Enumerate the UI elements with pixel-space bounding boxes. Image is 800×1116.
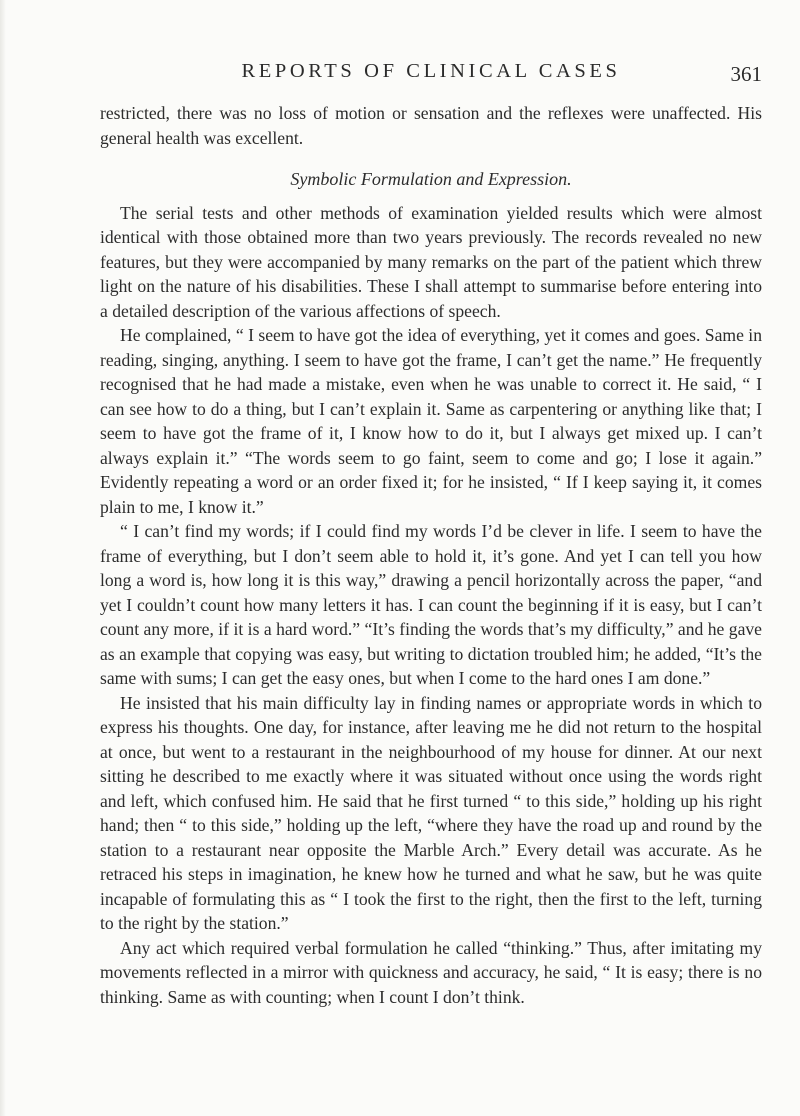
body-text xyxy=(100,101,762,1009)
paragraph: Any act which required verbal formulation he called “thinking.” Thus, after imitating my movements reflected in a mirror with quickness and accuracy, he said, “ It is easy; there is no thinking. Same as with counting; when I count I don’t think. xyxy=(100,937,762,1007)
paragraph-continued: restricted, there was no loss of motion or sensation and the reflexes were unaffected. His general health was excellent. xyxy=(100,103,762,148)
page-number: 361 xyxy=(730,62,762,86)
paragraph: “ I can’t find my words; if I could find my words I’d be clever in life. I seem to have the frame of everything, but I don’t seem able to hold it, it’s gone. And yet I can tell you how long a word is, how long it is this way,” drawing a pencil horizontally across the paper, “and yet I couldn’t count how many letters it has. I can count the beginning if it is easy, but I can’t count any more, if it is a hard word.” “It’s finding the words that’s my difficulty,” and he gave as an example that copying was easy, but writing to dictation troubled him; he added, “It’s the same with sums; I can get the easy ones, but when I come to the hard ones I am done.” xyxy=(100,521,762,688)
paragraph: He complained, “ I seem to have got the idea of everything, yet it comes and goes. Same in reading, singing, anything. I seem to have got the frame, I can’t get the name.” He frequently recognised that he had made a mistake, even when he was unable to correct it. He said, “ I can see how to do a thing, but I can’t explain it. Same as carpentering or anything like that; I seem to have got the frame of it, I know how to do it, but I always get mixed up. I can’t always explain it.” “The words seem to go faint, seem to come and go; I lose it again.” Evidently repeating a word or an order fixed it; for he insisted, “ If I keep saying it, it comes plain to me, I know it.” xyxy=(100,325,762,517)
page-edge-shadow xyxy=(0,0,6,1116)
running-head-title: REPORTS OF CLINICAL CASES xyxy=(241,60,621,82)
running-head xyxy=(100,60,762,90)
section-heading: Symbolic Formulation and Expression. xyxy=(290,169,572,189)
paragraph: The serial tests and other methods of examination yielded results which were almost identical with those obtained more than two years previously. The records revealed no new features, but they were accompanied by many remarks on the part of the patient which threw light on the nature of his disabilities. These I shall attempt to summarise before entering into a detailed description of the various affections of speech. xyxy=(100,202,762,321)
paragraph: He insisted that his main difficulty lay in finding names or appropriate words in which to express his thoughts. One day, for instance, after leaving me he did not return to the hospital at once, but went to a restaurant in the neighbourhood of my house for dinner. At our next sitting he described to me exactly where it was situated without once using the words right and left, which confused him. He said that he first turned “ to this side,” holding up his right hand; then “ to this side,” holding up the left, “where they have the road up and round by the station to a restaurant near opposite the Marble Arch.” Every detail was accurate. As he retraced his steps in imagination, he knew how he turned and what he saw, but he was quite incapable of formulating this as “ I took the first to the right, then the first to the left, turning to the right by the station.” xyxy=(100,692,762,933)
